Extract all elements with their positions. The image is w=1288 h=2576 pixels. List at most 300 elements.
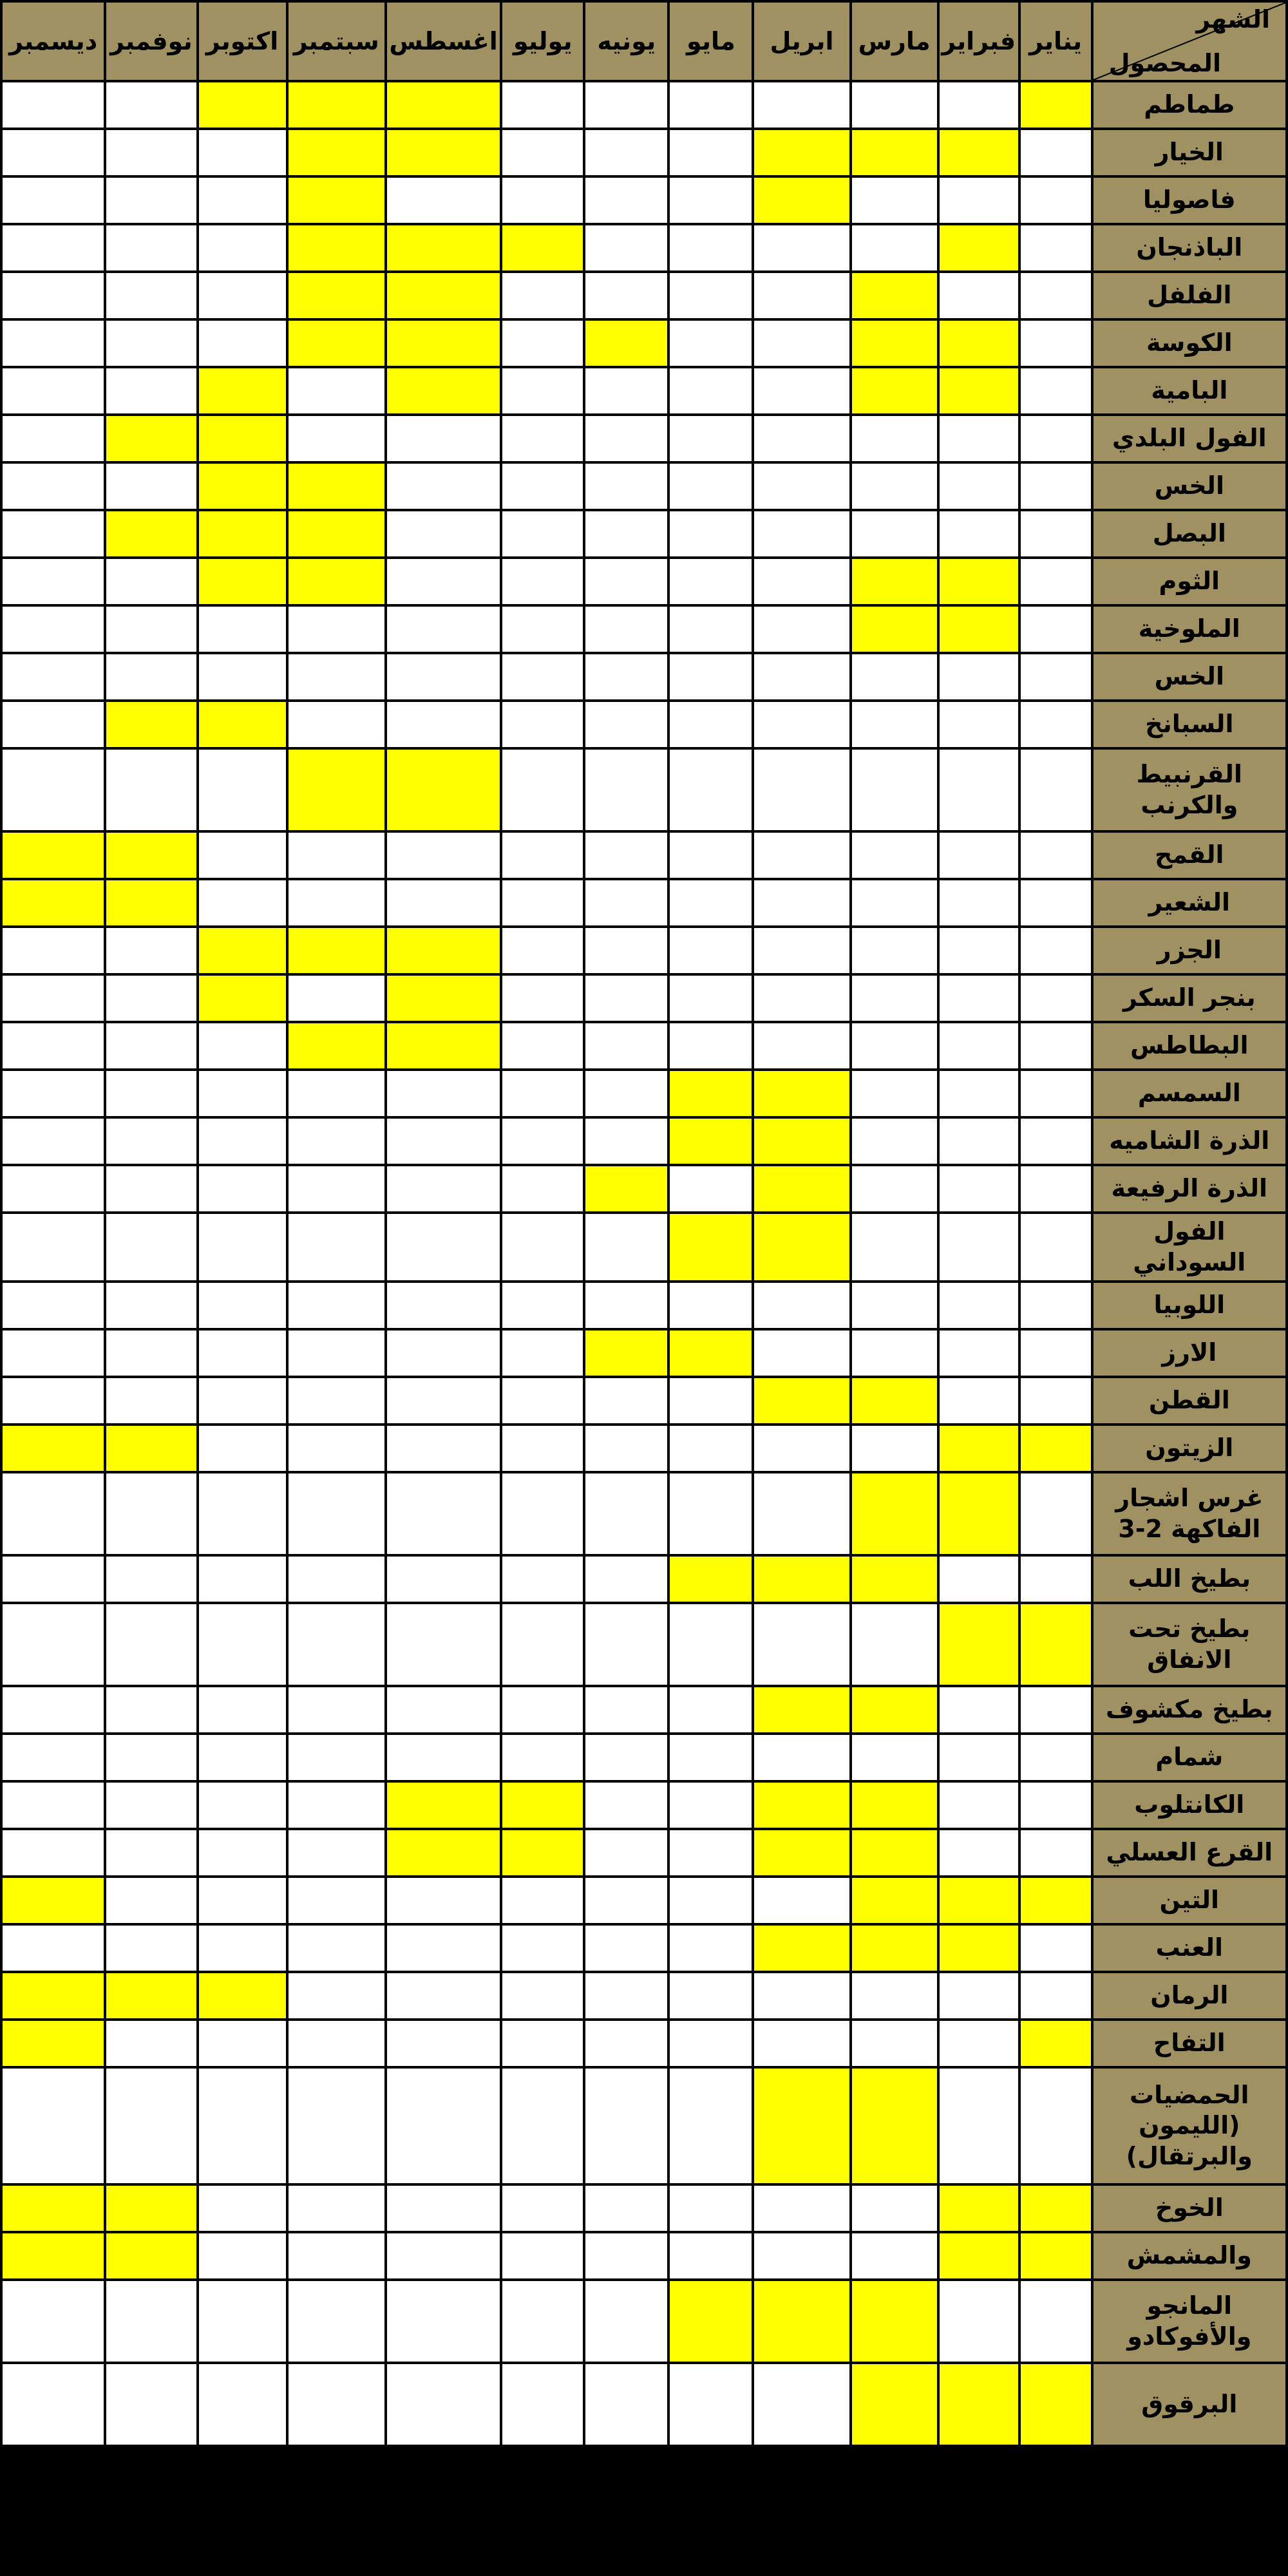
planting-month-cell — [753, 415, 850, 462]
crop-name: البطاطس — [1092, 1022, 1287, 1070]
planting-month-cell — [198, 2184, 287, 2232]
planting-month-cell-active — [753, 1165, 850, 1213]
planting-month-cell — [287, 1555, 386, 1603]
planting-month-cell-active — [1, 2020, 105, 2067]
planting-month-cell — [1019, 2067, 1092, 2184]
planting-month-cell — [386, 1282, 501, 1329]
planting-month-cell-active — [287, 1022, 386, 1070]
planting-month-cell-active — [501, 1781, 584, 1829]
planting-month-cell — [1019, 701, 1092, 748]
planting-month-cell — [501, 272, 584, 319]
planting-month-cell — [851, 1734, 938, 1781]
planting-month-cell — [1, 1329, 105, 1377]
crop-name: الثوم — [1092, 558, 1287, 605]
planting-month-cell — [105, 558, 197, 605]
crop-row — [1, 1165, 1287, 1213]
planting-month-cell — [753, 701, 850, 748]
planting-month-cell — [501, 974, 584, 1022]
planting-month-cell — [386, 1924, 501, 1972]
planting-month-cell-active — [287, 927, 386, 974]
planting-month-cell-active — [753, 1686, 850, 1734]
planting-month-cell — [668, 129, 753, 176]
planting-month-cell — [668, 1425, 753, 1472]
planting-month-cell — [584, 2020, 668, 2067]
planting-month-cell — [1, 129, 105, 176]
planting-month-cell-active — [501, 224, 584, 272]
planting-month-cell — [1019, 1117, 1092, 1165]
planting-month-cell — [287, 2280, 386, 2363]
planting-month-cell — [287, 1377, 386, 1425]
planting-month-cell-active — [386, 927, 501, 974]
planting-month-cell-active — [287, 81, 386, 129]
planting-month-cell — [1, 558, 105, 605]
planting-month-cell — [198, 1829, 287, 1877]
month-header: يونيه — [584, 1, 668, 81]
planting-month-cell-active — [1019, 1877, 1092, 1924]
planting-month-cell — [1019, 831, 1092, 879]
planting-month-cell-active — [938, 1877, 1019, 1924]
crop-name: الخس — [1092, 462, 1287, 510]
planting-month-cell-active — [668, 1555, 753, 1603]
planting-month-cell — [851, 748, 938, 831]
planting-month-cell-active — [753, 2280, 850, 2363]
crop-name: الارز — [1092, 1329, 1287, 1377]
crop-name: الفلفل — [1092, 272, 1287, 319]
crop-row — [1, 224, 1287, 272]
planting-month-cell — [501, 1555, 584, 1603]
planting-month-cell-active — [105, 2184, 197, 2232]
planting-month-cell — [668, 927, 753, 974]
month-header: نوفمبر — [105, 1, 197, 81]
planting-month-cell-active — [851, 367, 938, 415]
planting-month-cell — [1, 462, 105, 510]
planting-month-cell — [584, 462, 668, 510]
planting-month-cell — [501, 748, 584, 831]
planting-month-cell — [938, 1377, 1019, 1425]
planting-month-cell-active — [938, 1472, 1019, 1555]
planting-month-cell — [105, 1781, 197, 1829]
planting-month-cell — [584, 1022, 668, 1070]
planting-month-cell — [386, 653, 501, 701]
planting-month-cell-active — [386, 224, 501, 272]
planting-month-cell-active — [668, 1070, 753, 1117]
planting-month-cell-active — [753, 1555, 850, 1603]
month-header: مايو — [668, 1, 753, 81]
crop-row — [1, 1329, 1287, 1377]
planting-month-cell — [1019, 272, 1092, 319]
planting-month-cell — [1, 2067, 105, 2184]
planting-month-cell — [105, 1603, 197, 1686]
planting-month-cell — [1019, 2280, 1092, 2363]
crop-row — [1, 1213, 1287, 1282]
planting-month-cell — [287, 1165, 386, 1213]
planting-month-cell — [938, 1070, 1019, 1117]
planting-month-cell — [668, 1377, 753, 1425]
planting-month-cell — [668, 701, 753, 748]
planting-month-cell — [851, 462, 938, 510]
planting-month-cell — [584, 2232, 668, 2280]
planting-month-cell — [1, 1734, 105, 1781]
planting-month-cell — [753, 879, 850, 927]
crop-row — [1, 2280, 1287, 2363]
planting-month-cell-active — [105, 510, 197, 558]
crop-name: بطيخ تحت الانفاق — [1092, 1603, 1287, 1686]
planting-month-cell — [1, 1070, 105, 1117]
planting-month-cell — [668, 224, 753, 272]
planting-month-cell — [501, 1924, 584, 1972]
planting-month-cell — [1019, 1165, 1092, 1213]
planting-month-cell — [753, 2363, 850, 2446]
planting-month-cell — [1019, 1282, 1092, 1329]
planting-month-cell — [1019, 510, 1092, 558]
planting-month-cell — [287, 1472, 386, 1555]
planting-month-cell — [584, 1555, 668, 1603]
planting-month-cell — [668, 2067, 753, 2184]
planting-month-cell — [386, 2184, 501, 2232]
planting-month-cell — [584, 272, 668, 319]
planting-month-cell — [198, 605, 287, 653]
planting-month-cell — [938, 701, 1019, 748]
planting-month-cell — [198, 2363, 287, 2446]
month-header: مارس — [851, 1, 938, 81]
planting-month-cell — [584, 1603, 668, 1686]
planting-month-cell — [1, 1213, 105, 1282]
crop-name: طماطم — [1092, 81, 1287, 129]
planting-month-cell — [501, 1329, 584, 1377]
planting-month-cell — [386, 2280, 501, 2363]
planting-month-cell — [584, 831, 668, 879]
planting-month-cell — [938, 415, 1019, 462]
planting-month-cell-active — [668, 1329, 753, 1377]
planting-month-cell — [668, 831, 753, 879]
planting-month-cell-active — [851, 1472, 938, 1555]
planting-month-cell — [1019, 1924, 1092, 1972]
crop-name: البرقوق — [1092, 2363, 1287, 2446]
planting-month-cell — [584, 1829, 668, 1877]
planting-month-cell — [198, 129, 287, 176]
planting-month-cell — [501, 653, 584, 701]
crop-row — [1, 1603, 1287, 1686]
planting-month-cell — [668, 272, 753, 319]
planting-month-cell — [287, 2363, 386, 2446]
planting-month-cell — [198, 1686, 287, 1734]
planting-month-cell-active — [668, 1117, 753, 1165]
planting-month-cell — [938, 272, 1019, 319]
planting-month-cell — [1, 1603, 105, 1686]
planting-month-cell — [501, 927, 584, 974]
planting-month-cell — [668, 1972, 753, 2020]
planting-month-cell — [584, 81, 668, 129]
planting-month-cell — [753, 831, 850, 879]
planting-month-cell — [198, 1213, 287, 1282]
planting-month-cell — [287, 1877, 386, 1924]
crop-row — [1, 748, 1287, 831]
planting-month-cell — [1019, 927, 1092, 974]
planting-month-cell — [287, 1829, 386, 1877]
planting-month-cell — [105, 1686, 197, 1734]
planting-month-cell-active — [938, 1924, 1019, 1972]
planting-month-cell — [1019, 1829, 1092, 1877]
planting-month-cell-active — [753, 1829, 850, 1877]
planting-month-cell — [851, 2232, 938, 2280]
planting-month-cell-active — [386, 974, 501, 1022]
planting-month-cell — [668, 1022, 753, 1070]
planting-month-cell — [584, 1117, 668, 1165]
crop-row — [1, 1877, 1287, 1924]
planting-month-cell — [105, 1734, 197, 1781]
planting-month-cell — [198, 2020, 287, 2067]
planting-month-cell — [287, 1972, 386, 2020]
planting-month-cell-active — [851, 605, 938, 653]
planting-month-cell — [851, 2184, 938, 2232]
planting-month-cell — [105, 1165, 197, 1213]
planting-month-cell — [1019, 129, 1092, 176]
planting-month-cell — [1019, 415, 1092, 462]
planting-month-cell — [938, 176, 1019, 224]
crop-row — [1, 2363, 1287, 2446]
planting-month-cell — [287, 1213, 386, 1282]
planting-month-cell-active — [938, 605, 1019, 653]
planting-month-cell-active — [1, 2184, 105, 2232]
planting-month-cell — [1, 1165, 105, 1213]
planting-month-cell — [501, 558, 584, 605]
month-header: اكتوبر — [198, 1, 287, 81]
planting-month-cell — [287, 1329, 386, 1377]
planting-month-cell — [501, 1022, 584, 1070]
planting-month-cell-active — [753, 1377, 850, 1425]
planting-month-cell — [501, 2232, 584, 2280]
planting-month-cell-active — [753, 1213, 850, 1282]
planting-month-cell — [501, 1425, 584, 1472]
planting-month-cell — [584, 1972, 668, 2020]
planting-month-cell — [584, 701, 668, 748]
planting-month-cell-active — [851, 2067, 938, 2184]
planting-month-cell — [105, 81, 197, 129]
month-header: ابريل — [753, 1, 850, 81]
planting-month-cell — [851, 1117, 938, 1165]
planting-month-cell — [198, 319, 287, 367]
planting-month-cell — [584, 2363, 668, 2446]
planting-month-cell — [105, 1213, 197, 1282]
month-header: فبراير — [938, 1, 1019, 81]
planting-month-cell-active — [198, 701, 287, 748]
planting-month-cell-active — [938, 2363, 1019, 2446]
planting-month-cell-active — [105, 831, 197, 879]
planting-month-cell — [668, 2184, 753, 2232]
planting-month-cell — [938, 2020, 1019, 2067]
planting-month-cell-active — [198, 558, 287, 605]
crop-name: الشعير — [1092, 879, 1287, 927]
planting-month-cell — [851, 974, 938, 1022]
planting-month-cell-active — [584, 319, 668, 367]
planting-month-cell — [668, 2232, 753, 2280]
planting-month-cell — [287, 1686, 386, 1734]
planting-month-cell — [668, 2020, 753, 2067]
crop-row — [1, 1117, 1287, 1165]
planting-month-cell — [1019, 1329, 1092, 1377]
planting-month-cell — [105, 2280, 197, 2363]
planting-month-cell — [668, 748, 753, 831]
planting-month-cell — [105, 176, 197, 224]
planting-month-cell — [386, 462, 501, 510]
crop-row — [1, 1022, 1287, 1070]
planting-month-cell — [1019, 367, 1092, 415]
planting-month-cell — [501, 319, 584, 367]
planting-month-cell — [287, 2184, 386, 2232]
crop-name: السبانخ — [1092, 701, 1287, 748]
planting-month-cell-active — [287, 319, 386, 367]
planting-month-cell — [105, 1877, 197, 1924]
crop-name: الفول السوداني — [1092, 1213, 1287, 1282]
planting-month-cell — [1, 1555, 105, 1603]
planting-month-cell — [584, 510, 668, 558]
planting-month-cell — [1019, 879, 1092, 927]
planting-month-cell — [198, 1603, 287, 1686]
planting-month-cell — [287, 974, 386, 1022]
planting-month-cell — [198, 1329, 287, 1377]
planting-month-cell — [105, 2020, 197, 2067]
planting-month-cell — [1, 2363, 105, 2446]
crop-row — [1, 831, 1287, 879]
crop-name: القرع العسلي — [1092, 1829, 1287, 1877]
planting-month-cell — [938, 81, 1019, 129]
planting-month-cell — [287, 1282, 386, 1329]
crop-name: القمح — [1092, 831, 1287, 879]
planting-month-cell — [105, 272, 197, 319]
planting-month-cell — [501, 605, 584, 653]
crop-name: القطن — [1092, 1377, 1287, 1425]
planting-month-cell-active — [753, 2067, 850, 2184]
planting-month-cell — [1, 415, 105, 462]
crop-row — [1, 1781, 1287, 1829]
planting-month-cell — [584, 1734, 668, 1781]
planting-month-cell — [105, 927, 197, 974]
planting-month-cell — [1, 927, 105, 974]
planting-month-cell-active — [753, 1117, 850, 1165]
crop-row — [1, 129, 1287, 176]
planting-month-cell-active — [1019, 2020, 1092, 2067]
planting-month-cell — [753, 1734, 850, 1781]
planting-month-cell — [105, 1924, 197, 1972]
planting-month-cell — [668, 2363, 753, 2446]
planting-month-cell-active — [386, 272, 501, 319]
planting-month-cell — [851, 1603, 938, 1686]
planting-month-cell — [386, 1165, 501, 1213]
planting-month-cell — [938, 1686, 1019, 1734]
planting-month-cell — [1, 81, 105, 129]
planting-month-cell-active — [938, 558, 1019, 605]
planting-month-cell — [105, 974, 197, 1022]
planting-month-cell — [584, 1472, 668, 1555]
crop-name: والمشمش — [1092, 2232, 1287, 2280]
planting-month-cell — [753, 81, 850, 129]
crop-name: الكوسة — [1092, 319, 1287, 367]
planting-month-cell — [198, 653, 287, 701]
crop-name: بطيخ مكشوف — [1092, 1686, 1287, 1734]
planting-month-cell — [198, 1377, 287, 1425]
crop-row — [1, 367, 1287, 415]
planting-month-cell — [851, 1425, 938, 1472]
planting-month-cell — [851, 831, 938, 879]
planting-month-cell — [198, 1425, 287, 1472]
planting-month-cell-active — [938, 319, 1019, 367]
planting-month-cell — [105, 1472, 197, 1555]
planting-month-cell — [1, 1686, 105, 1734]
crop-rows — [1, 81, 1287, 2446]
planting-month-cell-active — [198, 510, 287, 558]
planting-month-cell — [753, 605, 850, 653]
planting-month-cell-active — [386, 748, 501, 831]
planting-month-cell — [753, 510, 850, 558]
crop-row — [1, 2067, 1287, 2184]
planting-month-cell — [386, 2232, 501, 2280]
month-header: يوليو — [501, 1, 584, 81]
planting-month-cell-active — [938, 2184, 1019, 2232]
crop-name: الرمان — [1092, 1972, 1287, 2020]
planting-month-cell — [938, 1329, 1019, 1377]
planting-month-cell — [753, 1425, 850, 1472]
planting-month-cell-active — [668, 2280, 753, 2363]
month-header: اغسطس — [386, 1, 501, 81]
planting-month-cell — [386, 1377, 501, 1425]
planting-month-cell — [938, 748, 1019, 831]
planting-month-cell — [501, 415, 584, 462]
planting-month-cell-active — [851, 2280, 938, 2363]
planting-month-cell-active — [198, 81, 287, 129]
planting-month-cell — [851, 1282, 938, 1329]
planting-month-cell — [1019, 1070, 1092, 1117]
planting-month-cell — [584, 605, 668, 653]
planting-month-cell-active — [198, 415, 287, 462]
planting-month-cell — [584, 1781, 668, 1829]
planting-month-cell — [668, 1282, 753, 1329]
planting-month-cell — [584, 1425, 668, 1472]
crop-name: غرس اشجار الفاكهة 2-3 — [1092, 1472, 1287, 1555]
planting-month-cell — [753, 1972, 850, 2020]
planting-month-cell-active — [105, 415, 197, 462]
planting-month-cell — [938, 1829, 1019, 1877]
planting-month-cell — [501, 1117, 584, 1165]
planting-month-cell — [938, 1022, 1019, 1070]
planting-month-cell — [287, 1603, 386, 1686]
crop-row — [1, 2232, 1287, 2280]
planting-month-cell — [668, 1686, 753, 1734]
planting-month-cell-active — [386, 1022, 501, 1070]
planting-month-cell — [753, 319, 850, 367]
planting-month-cell — [105, 1282, 197, 1329]
planting-month-cell — [386, 605, 501, 653]
planting-month-cell — [938, 1781, 1019, 1829]
crop-row — [1, 1472, 1287, 1555]
planting-month-cell — [386, 1425, 501, 1472]
planting-month-cell — [753, 1877, 850, 1924]
planting-month-cell — [1, 701, 105, 748]
crop-name: الذرة الرفيعة — [1092, 1165, 1287, 1213]
planting-month-cell — [198, 224, 287, 272]
crop-name: الذرة الشاميه — [1092, 1117, 1287, 1165]
planting-month-cell — [1, 319, 105, 367]
planting-month-cell — [501, 1472, 584, 1555]
planting-month-cell-active — [1, 879, 105, 927]
planting-month-cell — [851, 1070, 938, 1117]
planting-month-cell-active — [386, 1781, 501, 1829]
planting-month-cell — [668, 1472, 753, 1555]
planting-month-cell-active — [753, 129, 850, 176]
planting-month-cell-active — [851, 1555, 938, 1603]
crop-row — [1, 2020, 1287, 2067]
planting-month-cell — [105, 2067, 197, 2184]
crop-row — [1, 701, 1287, 748]
